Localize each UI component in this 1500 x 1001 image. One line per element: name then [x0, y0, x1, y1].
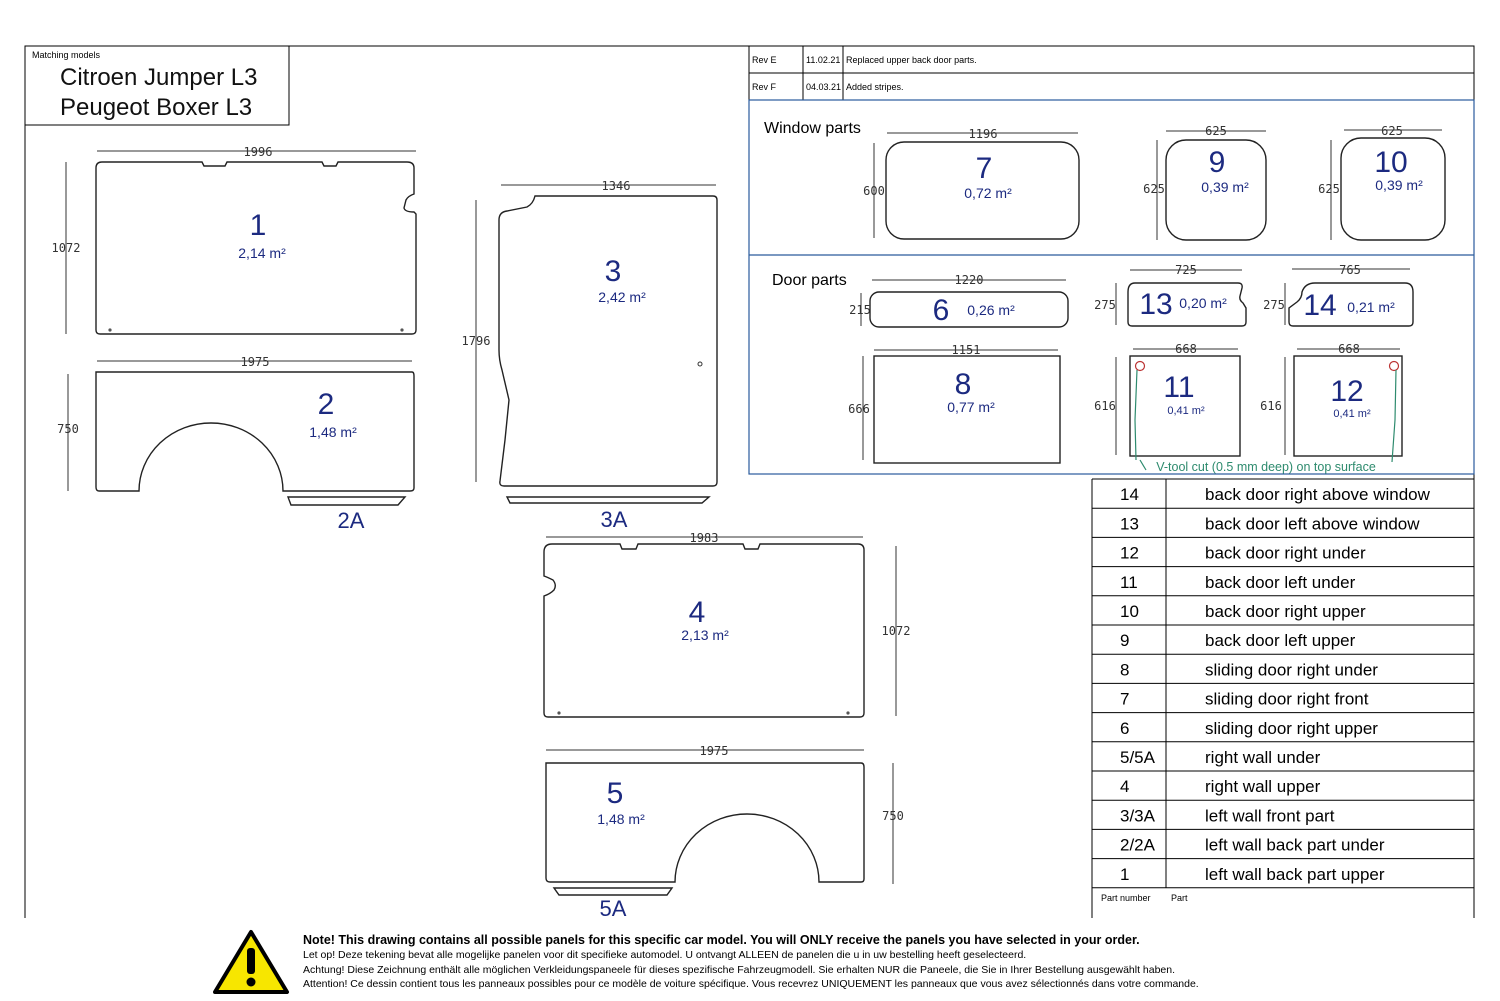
table-part-name: sliding door right upper — [1205, 718, 1378, 738]
dimension-width: 1983 — [689, 531, 719, 545]
strip-label: 5A — [599, 896, 627, 921]
panel-area: 0,20 m² — [1179, 295, 1227, 311]
panel-number: 10 — [1374, 146, 1408, 179]
notice-french: Attention! Ce dessin contient tous les panneaux possibles pour ce modèle de voiture spécifique. Vous recevrez UNIQUEMENT les panneaux que vous avez sélectionnés dans votre commande. — [303, 978, 1199, 990]
table-part-number: 3/3A — [1120, 806, 1155, 826]
panel-number: 9 — [1208, 146, 1226, 179]
panel-12 — [1260, 342, 1402, 462]
dimension-width: 1975 — [240, 355, 270, 369]
dimension-width: 625 — [1381, 124, 1403, 138]
vtool-note: V-tool cut (0.5 mm deep) on top surface — [1156, 460, 1376, 474]
panel-number: 12 — [1330, 375, 1364, 408]
strip-label: 2A — [337, 508, 365, 533]
panel-number: 7 — [975, 152, 993, 185]
dimension-height: 600 — [863, 184, 885, 198]
panel-area: 0,39 m² — [1201, 179, 1249, 195]
panel-number: 3 — [604, 255, 622, 288]
table-part-name: right wall under — [1205, 748, 1321, 767]
panel-number: 5 — [606, 777, 624, 810]
matching-models-label: Matching models — [32, 50, 101, 60]
dimension-width: 765 — [1339, 263, 1361, 277]
revision-id: Rev F — [752, 82, 777, 92]
table-part-name: sliding door right front — [1205, 689, 1369, 709]
panel-10 — [1318, 124, 1445, 240]
dimension-width: 725 — [1175, 263, 1197, 277]
hole-icon — [1136, 362, 1145, 371]
model-name: Citroen Jumper L3 — [60, 64, 258, 91]
panel-number: 6 — [932, 294, 950, 327]
panel-8 — [848, 343, 1060, 463]
table-part-number: 12 — [1120, 543, 1139, 563]
table-part-number: 5/5A — [1120, 748, 1155, 767]
panel-13 — [1094, 263, 1246, 326]
table-part-name: back door left under — [1205, 572, 1356, 592]
panel-5 — [546, 744, 904, 921]
panel-area: 0,21 m² — [1347, 299, 1395, 315]
revision-id: Rev E — [752, 55, 777, 65]
panel-area: 0,41 m² — [1167, 405, 1205, 417]
panel-7 — [863, 127, 1079, 239]
table-part-name: back door right upper — [1205, 602, 1366, 621]
notice-german: Achtung! Diese Zeichnung enthält alle möglichen Verkleidungspaneele für dieses spezifische Fahrzeugmodell. Sie erhalten NUR die Paneele, die Sie in Ihrer Bestellung ausgewählt haben. — [303, 963, 1176, 976]
window-parts-heading: Window parts — [764, 120, 861, 137]
panel-area: 2,14 m² — [238, 245, 286, 261]
dimension-height: 275 — [1094, 298, 1116, 312]
table-header-part: Part — [1171, 893, 1188, 903]
revision-description: Added stripes. — [846, 82, 904, 92]
revision-description: Replaced upper back door parts. — [846, 55, 977, 65]
door-parts-heading: Door parts — [772, 272, 847, 289]
panel-area: 0,41 m² — [1333, 408, 1371, 420]
panel-area: 0,72 m² — [964, 185, 1012, 201]
dimension-height: 1072 — [881, 624, 911, 638]
panel-number: 1 — [249, 209, 267, 242]
table-part-number: 1 — [1120, 864, 1130, 884]
table-part-number: 14 — [1120, 485, 1139, 505]
table-part-name: back door left upper — [1205, 631, 1356, 651]
panel-number: 13 — [1139, 288, 1173, 321]
dimension-height: 275 — [1263, 298, 1285, 312]
revision-table — [749, 46, 1474, 100]
matching-models-box — [25, 46, 289, 125]
dimension-height: 616 — [1094, 399, 1116, 413]
dimension-height: 750 — [57, 422, 79, 436]
panel-number: 11 — [1163, 371, 1195, 404]
panel-area: 0,77 m² — [947, 399, 995, 415]
dimension-width: 625 — [1205, 124, 1227, 138]
table-part-name: left wall back part upper — [1205, 864, 1385, 884]
panel-1 — [52, 145, 416, 334]
panel-area: 1,48 m² — [309, 424, 357, 440]
strip-label: 3A — [600, 507, 628, 532]
dimension-height: 750 — [882, 809, 904, 823]
revision-date: 04.03.21 — [806, 82, 842, 92]
panel-number: 2 — [317, 388, 335, 421]
dimension-width: 1196 — [968, 127, 998, 141]
panel-area: 0,26 m² — [967, 302, 1015, 318]
table-part-name: back door left above window — [1205, 514, 1420, 534]
dimension-width: 668 — [1175, 342, 1197, 356]
panel-number: 8 — [954, 368, 972, 401]
hole-icon — [1390, 362, 1399, 371]
table-header-number: Part number — [1101, 893, 1151, 903]
panel-area: 0,39 m² — [1375, 177, 1423, 193]
notice-english: Note! This drawing contains all possible panels for this specific car model. You will ONLY receive the panels you have selected in your order. — [303, 933, 1140, 947]
table-part-name: left wall front part — [1205, 806, 1335, 826]
panel-3 — [462, 179, 717, 532]
parts-table — [1092, 479, 1474, 918]
panel-area: 2,13 m² — [681, 627, 729, 643]
warning-icon — [212, 928, 290, 1001]
table-part-number: 7 — [1120, 689, 1130, 709]
table-part-name: right wall upper — [1205, 777, 1321, 797]
revision-date: 11.02.21 — [806, 55, 841, 65]
dimension-width: 1975 — [699, 744, 729, 758]
dimension-height: 625 — [1143, 182, 1165, 196]
table-part-number: 11 — [1120, 572, 1138, 592]
table-part-number: 8 — [1120, 660, 1130, 680]
dimension-height: 215 — [849, 303, 871, 317]
dimension-height: 666 — [848, 402, 870, 416]
dimension-height: 625 — [1318, 182, 1340, 196]
dimension-width: 1151 — [951, 343, 981, 357]
model-name: Peugeot Boxer L3 — [60, 94, 253, 121]
table-part-number: 4 — [1120, 777, 1130, 797]
table-part-name: back door right under — [1205, 543, 1366, 563]
panel-4 — [544, 531, 910, 717]
notice-text — [303, 933, 1493, 992]
table-part-number: 9 — [1120, 631, 1130, 651]
panel-9 — [1143, 124, 1266, 240]
panel-area: 2,42 m² — [598, 289, 646, 305]
panel-11 — [1094, 342, 1240, 470]
table-part-name: sliding door right under — [1205, 660, 1378, 680]
panel-2 — [57, 355, 414, 533]
table-part-number: 6 — [1120, 718, 1130, 738]
table-part-name: left wall back part under — [1205, 835, 1385, 855]
dimension-height: 616 — [1260, 399, 1282, 413]
dimension-width: 1346 — [601, 179, 631, 193]
dimension-width: 1996 — [243, 145, 273, 159]
dimension-height: 1072 — [51, 241, 81, 255]
table-part-name: back door right above window — [1205, 485, 1430, 505]
table-part-number: 2/2A — [1120, 835, 1155, 855]
panel-number: 14 — [1303, 289, 1337, 322]
notice-dutch: Let op! Deze tekening bevat alle mogelijke panelen voor dit specifieke automodel. U ontvangt ALLEEN de panelen die u in uw bestelling heeft geselecteerd. — [303, 949, 1027, 961]
dimension-height: 1796 — [461, 334, 491, 348]
dimension-width: 1220 — [954, 273, 984, 287]
table-part-number: 13 — [1120, 514, 1139, 534]
panel-6 — [849, 273, 1068, 327]
panel-area: 1,48 m² — [597, 811, 645, 827]
panel-14 — [1263, 263, 1413, 326]
dimension-width: 668 — [1338, 342, 1360, 356]
panel-number: 4 — [688, 596, 706, 629]
table-part-number: 10 — [1120, 602, 1139, 621]
